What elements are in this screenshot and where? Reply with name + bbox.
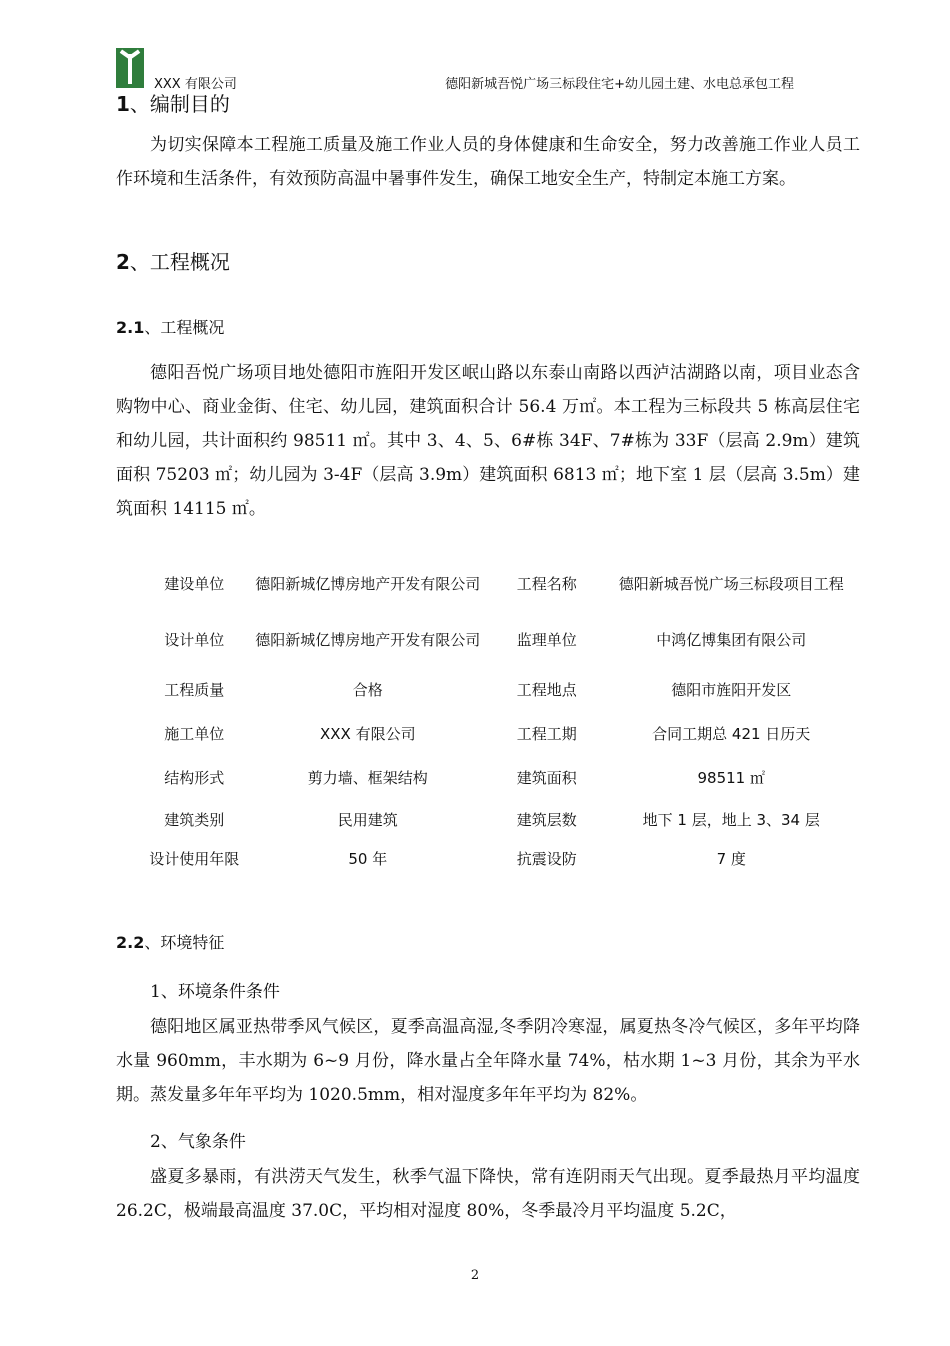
table-label-cell: 工程质量	[164, 681, 225, 699]
weather-paragraph: 盛夏多暴雨，有洪涝天气发生，秋季气温下降快，常有连阴雨天气出现。夏季最热月平均温度 26.2C，极端最高温度 37.0C，平均相对湿度 80%，冬季最冷月平均温度 5.2C，	[116, 1167, 860, 1221]
table-value-cell: 剪力墙、框架结构	[307, 769, 428, 787]
table-row	[140, 612, 856, 668]
table-label-cell: 建筑类别	[164, 811, 225, 829]
environment-paragraph: 德阳地区属亚热带季风气候区，夏季高温高湿,冬季阴冷寒湿，属夏热冬冷气候区，多年平均降水量 960mm，丰水期为 6~9 月份，降水量占全年降水量 74%，枯水期 1~3 月份，其余为平水期。蒸发量多年年平均为 1020.5mm，相对湿度多年年平均为 82%。	[116, 1017, 860, 1105]
table-label-cell: 施工单位	[164, 725, 225, 743]
section-2-heading: 2、工程概况	[116, 250, 230, 274]
table-label-cell: 工程地点	[516, 681, 577, 699]
table-value-cell: 中鸿亿博集团有限公司	[656, 631, 807, 649]
table-value-cell: 德阳新城吾悦广场三标段项目工程	[618, 575, 844, 593]
section-2-1-paragraph: 德阳吾悦广场项目地处德阳市旌阳开发区岷山路以东泰山南路以西泸沽湖路以南，项目业态含购物中心、商业金街、住宅、幼儿园，建筑面积合计 56.4 万㎡。本工程为三标段共 5 栋高层住宅和幼儿园，共计面积约 98511 ㎡。其中 3、4、5、6#栋 34F、7#栋为 33F（层高 2.9m）建筑面积 75203 ㎡；幼儿园为 3-4F（层高 3.9m）建筑面积 6813 ㎡；地下室 1 层（层高 3.5m）建筑面积 14115 ㎡。	[116, 363, 860, 519]
section-2-2-heading: 2.2、环境特征	[116, 933, 225, 952]
page-header	[116, 48, 860, 92]
table-label-cell: 建设单位	[164, 575, 225, 593]
project-info-table	[140, 556, 856, 878]
table-label-cell: 工程工期	[516, 725, 577, 743]
section-1-paragraph: 为切实保障本工程施工质量及施工作业人员的身体健康和生命安全，努力改善施工作业人员工作环境和生活条件，有效预防高温中暑事件发生，确保工地安全生产，特制定本施工方案。	[116, 135, 860, 189]
page-number: 2	[470, 1268, 480, 1283]
subheading-environment: 1、环境条件条件	[150, 982, 280, 1002]
table-row	[140, 712, 856, 756]
table-value-cell: 98511 ㎡	[697, 769, 765, 787]
table-value-cell: 合格	[352, 681, 383, 699]
section-2-1-heading: 2.1、工程概况	[116, 318, 225, 337]
table-row	[140, 840, 856, 878]
table-value-cell: 德阳市旌阳开发区	[671, 681, 792, 699]
table-value-cell: 德阳新城亿博房地产开发有限公司	[255, 631, 481, 649]
header-project: 德阳新城吾悦广场三标段住宅+幼儿园土建、水电总承包工程	[445, 77, 794, 92]
table-row	[140, 800, 856, 840]
table-label-cell: 抗震设防	[516, 850, 577, 868]
table-row	[140, 556, 856, 612]
table-label-cell: 结构形式	[164, 769, 225, 787]
table-value-cell: XXX 有限公司	[320, 725, 416, 743]
table-label-cell: 监理单位	[516, 631, 577, 649]
table-value-cell: 德阳新城亿博房地产开发有限公司	[255, 575, 481, 593]
table-value-cell: 合同工期总 421 日历天	[652, 725, 811, 743]
header-company: XXX 有限公司	[154, 77, 237, 92]
table-label-cell: 建筑面积	[516, 769, 577, 787]
table-label-cell: 设计使用年限	[149, 850, 240, 868]
subheading-weather: 2、气象条件	[150, 1132, 246, 1152]
table-row	[140, 668, 856, 712]
table-value-cell: 地下 1 层，地上 3、34 层	[642, 811, 820, 829]
table-label-cell: 建筑层数	[516, 811, 577, 829]
table-value-cell: 民用建筑	[337, 811, 398, 829]
table-label-cell: 工程名称	[516, 575, 577, 593]
company-logo-icon	[116, 48, 144, 88]
table-value-cell: 50 年	[348, 850, 388, 868]
table-value-cell: 7 度	[716, 850, 746, 868]
table-label-cell: 设计单位	[164, 631, 225, 649]
section-1-heading: 1、编制目的	[116, 92, 230, 116]
table-row	[140, 756, 856, 800]
